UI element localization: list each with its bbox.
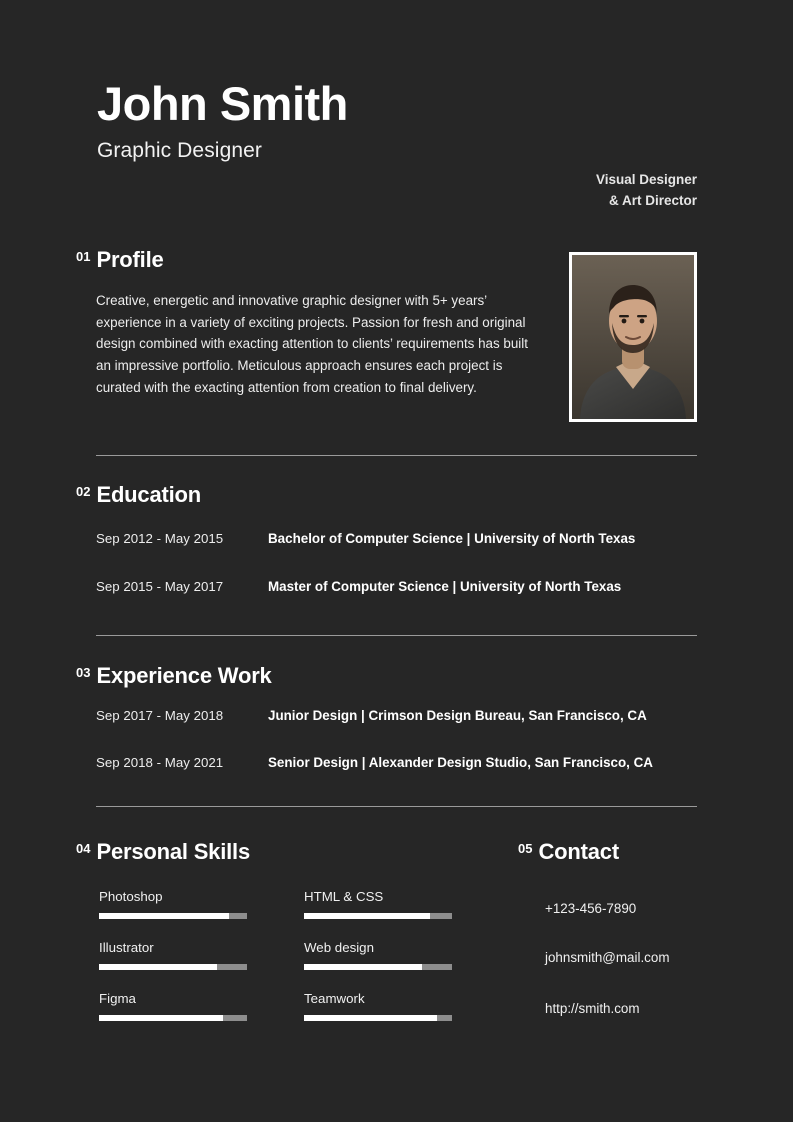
entry-date: Sep 2018 - May 2021: [96, 755, 224, 770]
skill-item: [304, 991, 452, 1021]
entry-date: Sep 2017 - May 2018: [96, 708, 224, 723]
section-title: Personal Skills: [96, 839, 250, 864]
skill-bar-fill: [99, 913, 229, 919]
skill-item: [99, 940, 247, 970]
entry-description: Senior Design | Alexander Design Studio, San Francisco, CA: [268, 755, 653, 770]
skill-bar-fill: [99, 1015, 223, 1021]
section-header-experience: [76, 663, 272, 689]
skill-label: Photoshop: [99, 889, 163, 904]
header: [97, 77, 697, 208]
list-item: [96, 579, 697, 594]
skill-bar: [99, 1015, 247, 1021]
contact-website[interactable]: http://smith.com: [545, 1001, 640, 1016]
section-header-profile: [76, 247, 164, 273]
skill-bar-fill: [304, 1015, 437, 1021]
skill-bar-fill: [304, 913, 430, 919]
entry-date: Sep 2015 - May 2017: [96, 579, 224, 594]
skill-label: Figma: [99, 991, 136, 1006]
tagline-line-2: & Art Director: [608, 192, 697, 208]
portrait-photo-icon: [572, 255, 694, 419]
divider-3: [96, 806, 697, 807]
skill-bar: [99, 964, 247, 970]
skill-bar-fill: [304, 964, 422, 970]
skill-label: Teamwork: [304, 991, 365, 1006]
skill-bar: [99, 913, 247, 919]
contact-phone[interactable]: +123-456-7890: [545, 901, 637, 916]
skill-label: Illustrator: [99, 940, 154, 955]
avatar: [569, 252, 697, 422]
list-item: [96, 531, 697, 546]
contact-email[interactable]: johnsmith@mail.com: [545, 950, 670, 965]
list-item: [96, 755, 697, 770]
list-item: [96, 708, 697, 723]
section-number: 04: [76, 841, 91, 856]
portrait-illustration: [572, 255, 694, 419]
tagline-line-1: Visual Designer: [595, 172, 697, 187]
skill-item: [99, 889, 247, 919]
section-number: 05: [518, 841, 533, 856]
section-title: Contact: [538, 839, 619, 864]
skill-bar: [304, 1015, 452, 1021]
section-title: Experience Work: [96, 663, 272, 688]
section-number: 01: [76, 249, 91, 264]
entry-description: Bachelor of Computer Science | University of North Texas: [268, 531, 636, 546]
page-title: John Smith: [97, 77, 348, 130]
header-tagline: [596, 170, 697, 212]
entry-description: Junior Design | Crimson Design Bureau, San Francisco, CA: [268, 708, 647, 723]
entry-description: Master of Computer Science | University of North Texas: [268, 579, 622, 594]
skill-bar: [304, 964, 452, 970]
skill-bar: [304, 913, 452, 919]
skill-item: [304, 889, 452, 919]
divider-2: [96, 635, 697, 636]
section-header-education: [76, 482, 201, 508]
skill-item: [99, 991, 247, 1021]
divider-1: [96, 455, 697, 456]
entry-date: Sep 2012 - May 2015: [96, 531, 224, 546]
skill-item: [304, 940, 452, 970]
section-number: 02: [76, 484, 91, 499]
section-header-skills: [76, 839, 250, 865]
profile-text: Creative, energetic and innovative graphic designer with 5+ years’ experience in a variety of exciting projects. Passion for fresh and original design combined with exacting attention to clients’ requirements has built an impressive portfolio. Meticulous approach ensures each project is curated with the exacting attention from creation to final delivery.: [96, 293, 528, 395]
section-header-contact: [518, 839, 619, 865]
section-title: Profile: [96, 247, 164, 272]
section-number: 03: [76, 665, 91, 680]
skill-label: Web design: [304, 940, 374, 955]
skill-bar-fill: [99, 964, 217, 970]
section-title: Education: [96, 482, 202, 507]
job-title: Graphic Designer: [97, 138, 263, 162]
skill-label: HTML & CSS: [304, 889, 384, 904]
